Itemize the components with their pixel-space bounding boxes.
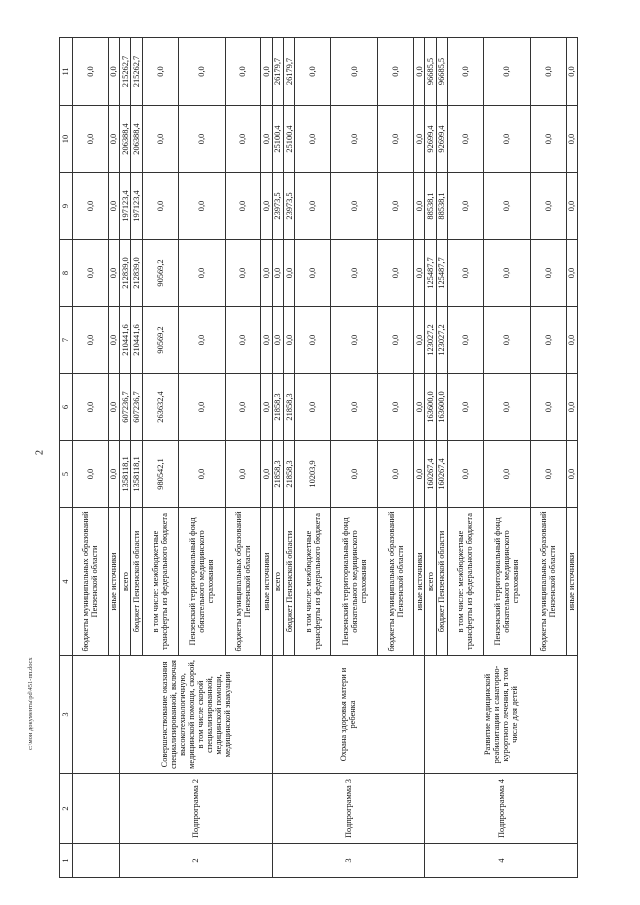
amount-cell: 0,0 (378, 441, 414, 508)
amount-cell: 0,0 (225, 240, 261, 307)
amount-cell: 0,0 (331, 374, 378, 441)
column-header-2: 2 (60, 774, 73, 844)
subprogram-name: Охрана здоровья матери и ребенка (272, 656, 425, 774)
amount-cell: 0,0 (225, 307, 261, 374)
amount-cell: 21858,3 (272, 441, 283, 508)
amount-cell: 26179,7 (272, 38, 283, 106)
amount-cell: 160267,4 (425, 441, 436, 508)
table-row (272, 38, 283, 878)
amount-cell: 607236,7 (131, 374, 142, 441)
amount-cell: 0,0 (142, 173, 178, 240)
funding-source: всего (425, 508, 436, 656)
amount-cell: 0,0 (73, 173, 109, 240)
amount-cell: 0,0 (483, 106, 530, 173)
amount-cell: 0,0 (261, 240, 272, 307)
amount-cell: 0,0 (283, 307, 294, 374)
amount-cell: 210441,6 (120, 307, 131, 374)
amount-cell: 0,0 (414, 106, 425, 173)
amount-cell: 210441,6 (131, 307, 142, 374)
amount-cell: 0,0 (178, 441, 225, 508)
amount-cell: 980542,1 (142, 441, 178, 508)
amount-cell: 215262,7 (120, 38, 131, 106)
amount-cell: 0,0 (530, 307, 566, 374)
amount-cell: 0,0 (272, 307, 283, 374)
amount-cell: 0,0 (447, 106, 483, 173)
funding-source: бюджеты муниципальных образований Пензенской области (73, 508, 109, 656)
amount-cell: 0,0 (261, 173, 272, 240)
column-header-6: 6 (60, 374, 73, 441)
amount-cell: 0,0 (295, 307, 331, 374)
column-header-5: 5 (60, 441, 73, 508)
amount-cell: 0,0 (414, 307, 425, 374)
amount-cell: 160267,4 (436, 441, 447, 508)
amount-cell: 0,0 (295, 38, 331, 106)
amount-cell: 0,0 (178, 307, 225, 374)
amount-cell: 0,0 (295, 374, 331, 441)
rotated-table-container (59, 38, 578, 878)
amount-cell: 0,0 (73, 38, 109, 106)
amount-cell: 0,0 (225, 173, 261, 240)
amount-cell: 0,0 (566, 173, 577, 240)
funding-source: Пензенский территориальный фонд обязательного медицинского страхования (483, 508, 530, 656)
column-header-3: 3 (60, 656, 73, 774)
amount-cell: 0,0 (178, 106, 225, 173)
row-index (73, 844, 120, 878)
amount-cell: 0,0 (142, 38, 178, 106)
funding-source: в том числе: межбюджетные трансферты из федерального бюджета (142, 508, 178, 656)
amount-cell: 0,0 (73, 240, 109, 307)
amount-cell: 0,0 (178, 374, 225, 441)
amount-cell: 0,0 (414, 38, 425, 106)
amount-cell: 0,0 (261, 307, 272, 374)
amount-cell: 0,0 (261, 38, 272, 106)
funding-source: всего (120, 508, 131, 656)
funding-source: иные источники (566, 508, 577, 656)
subprogram-name (73, 656, 120, 774)
amount-cell: 0,0 (566, 307, 577, 374)
funding-source: иные источники (261, 508, 272, 656)
amount-cell: 0,0 (566, 240, 577, 307)
amount-cell: 21858,3 (283, 441, 294, 508)
amount-cell: 0,0 (108, 38, 119, 106)
table-body (73, 38, 578, 878)
funding-source: Пензенский территориальный фонд обязательного медицинского страхования (178, 508, 225, 656)
amount-cell: 0,0 (566, 441, 577, 508)
amount-cell: 0,0 (483, 441, 530, 508)
amount-cell: 125487,7 (425, 240, 436, 307)
subprogram-name: Развитие медицинской реабилитации и санаторно-курортного лечения, в том числе для детей (425, 656, 578, 774)
column-header-8: 8 (60, 240, 73, 307)
amount-cell: 23973,5 (272, 173, 283, 240)
amount-cell: 0,0 (261, 441, 272, 508)
amount-cell: 0,0 (566, 38, 577, 106)
amount-cell: 263632,4 (142, 374, 178, 441)
amount-cell: 0,0 (530, 240, 566, 307)
amount-cell: 123027,2 (436, 307, 447, 374)
funding-source: Пензенский территориальный фонд обязательного медицинского страхования (331, 508, 378, 656)
amount-cell: 0,0 (272, 240, 283, 307)
amount-cell: 25100,4 (272, 106, 283, 173)
amount-cell: 0,0 (283, 240, 294, 307)
amount-cell: 0,0 (378, 374, 414, 441)
amount-cell: 90569,2 (142, 307, 178, 374)
amount-cell: 1358118,1 (131, 441, 142, 508)
amount-cell: 0,0 (414, 374, 425, 441)
amount-cell: 0,0 (483, 173, 530, 240)
amount-cell: 197123,4 (131, 173, 142, 240)
amount-cell: 92699,4 (425, 106, 436, 173)
amount-cell: 10203,9 (295, 441, 331, 508)
amount-cell: 21858,3 (272, 374, 283, 441)
funding-source: иные источники (108, 508, 119, 656)
row-index: 4 (425, 844, 578, 878)
amount-cell: 0,0 (530, 441, 566, 508)
amount-cell: 23973,5 (283, 173, 294, 240)
amount-cell: 0,0 (414, 173, 425, 240)
amount-cell: 0,0 (331, 106, 378, 173)
table-row (425, 38, 436, 878)
table-row (73, 38, 109, 878)
amount-cell: 0,0 (108, 240, 119, 307)
amount-cell: 212839,0 (120, 240, 131, 307)
funding-source: бюджеты муниципальных образований Пензенской области (378, 508, 414, 656)
amount-cell: 0,0 (331, 307, 378, 374)
amount-cell: 0,0 (447, 374, 483, 441)
funding-source: иные источники (414, 508, 425, 656)
amount-cell: 0,0 (378, 106, 414, 173)
funding-source: в том числе: межбюджетные трансферты из федерального бюджета (295, 508, 331, 656)
amount-cell: 123027,2 (425, 307, 436, 374)
subprogram-label: Подпрограмма 3 (272, 774, 425, 844)
amount-cell: 0,0 (295, 173, 331, 240)
amount-cell: 0,0 (225, 374, 261, 441)
amount-cell: 0,0 (566, 374, 577, 441)
subprogram-name: Совершенствование оказания специализированной, включая высокотехнологичную, медицинской помощи, скорой, в том числе скорой специализированной, медицинской помощи, медицинской эвакуации (120, 656, 273, 774)
row-index: 2 (120, 844, 273, 878)
amount-cell: 88538,1 (436, 173, 447, 240)
amount-cell: 0,0 (225, 38, 261, 106)
column-header-11: 11 (60, 38, 73, 106)
amount-cell: 197123,4 (120, 173, 131, 240)
amount-cell: 92699,4 (436, 106, 447, 173)
amount-cell: 0,0 (178, 173, 225, 240)
amount-cell: 0,0 (261, 374, 272, 441)
amount-cell: 0,0 (142, 106, 178, 173)
table-row (120, 38, 131, 878)
funding-source: бюджет Пензенской области (283, 508, 294, 656)
amount-cell: 0,0 (108, 106, 119, 173)
amount-cell: 96685,5 (436, 38, 447, 106)
funding-source: в том числе: межбюджетные трансферты из федерального бюджета (447, 508, 483, 656)
subprogram-label: Подпрограмма 4 (425, 774, 578, 844)
amount-cell: 0,0 (295, 106, 331, 173)
amount-cell: 88538,1 (425, 173, 436, 240)
amount-cell: 0,0 (178, 240, 225, 307)
subprogram-label: Подпрограмма 2 (120, 774, 273, 844)
amount-cell: 0,0 (108, 441, 119, 508)
amount-cell: 0,0 (447, 38, 483, 106)
amount-cell: 0,0 (530, 374, 566, 441)
amount-cell: 0,0 (331, 173, 378, 240)
amount-cell: 163600,0 (436, 374, 447, 441)
column-header-10: 10 (60, 106, 73, 173)
amount-cell: 0,0 (261, 106, 272, 173)
amount-cell: 0,0 (447, 307, 483, 374)
amount-cell: 163600,0 (425, 374, 436, 441)
amount-cell: 0,0 (108, 307, 119, 374)
subprogram-label (73, 774, 120, 844)
amount-cell: 0,0 (73, 441, 109, 508)
funding-source: бюджет Пензенской области (131, 508, 142, 656)
amount-cell: 1358118,1 (120, 441, 131, 508)
amount-cell: 0,0 (530, 106, 566, 173)
funding-source: бюджеты муниципальных образований Пензенской области (225, 508, 261, 656)
row-index: 3 (272, 844, 425, 878)
amount-cell: 90569,2 (142, 240, 178, 307)
amount-cell: 0,0 (331, 38, 378, 106)
amount-cell: 0,0 (73, 106, 109, 173)
funding-source: бюджет Пензенской области (436, 508, 447, 656)
amount-cell: 0,0 (331, 441, 378, 508)
amount-cell: 0,0 (108, 374, 119, 441)
amount-cell: 0,0 (414, 441, 425, 508)
amount-cell: 0,0 (566, 106, 577, 173)
amount-cell: 0,0 (530, 38, 566, 106)
amount-cell: 0,0 (108, 173, 119, 240)
page-number: 2 (34, 450, 46, 455)
column-header-4: 4 (60, 508, 73, 656)
amount-cell: 0,0 (73, 374, 109, 441)
amount-cell: 0,0 (447, 240, 483, 307)
budget-table (59, 37, 578, 878)
funding-source: всего (272, 508, 283, 656)
amount-cell: 0,0 (447, 441, 483, 508)
amount-cell: 0,0 (378, 173, 414, 240)
amount-cell: 26179,7 (283, 38, 294, 106)
footer-file-path: c:\мои документы\pd\451-пп.docx (27, 657, 34, 750)
amount-cell: 0,0 (331, 240, 378, 307)
amount-cell: 0,0 (483, 38, 530, 106)
amount-cell: 125487,7 (436, 240, 447, 307)
amount-cell: 0,0 (295, 240, 331, 307)
amount-cell: 25100,4 (283, 106, 294, 173)
amount-cell: 0,0 (483, 374, 530, 441)
amount-cell: 0,0 (378, 240, 414, 307)
amount-cell: 0,0 (225, 106, 261, 173)
amount-cell: 0,0 (530, 173, 566, 240)
amount-cell: 215262,7 (131, 38, 142, 106)
amount-cell: 0,0 (483, 240, 530, 307)
amount-cell: 21858,3 (283, 374, 294, 441)
amount-cell: 206388,4 (131, 106, 142, 173)
amount-cell: 0,0 (178, 38, 225, 106)
amount-cell: 206388,4 (120, 106, 131, 173)
amount-cell: 96685,5 (425, 38, 436, 106)
funding-source: бюджеты муниципальных образований Пензенской области (530, 508, 566, 656)
header-row (60, 38, 73, 878)
amount-cell: 0,0 (225, 441, 261, 508)
amount-cell: 0,0 (447, 173, 483, 240)
amount-cell: 0,0 (483, 307, 530, 374)
amount-cell: 0,0 (414, 240, 425, 307)
column-header-9: 9 (60, 173, 73, 240)
column-header-7: 7 (60, 307, 73, 374)
amount-cell: 0,0 (378, 38, 414, 106)
amount-cell: 0,0 (378, 307, 414, 374)
amount-cell: 0,0 (73, 307, 109, 374)
column-header-1: 1 (60, 844, 73, 878)
amount-cell: 212839,0 (131, 240, 142, 307)
amount-cell: 607236,7 (120, 374, 131, 441)
